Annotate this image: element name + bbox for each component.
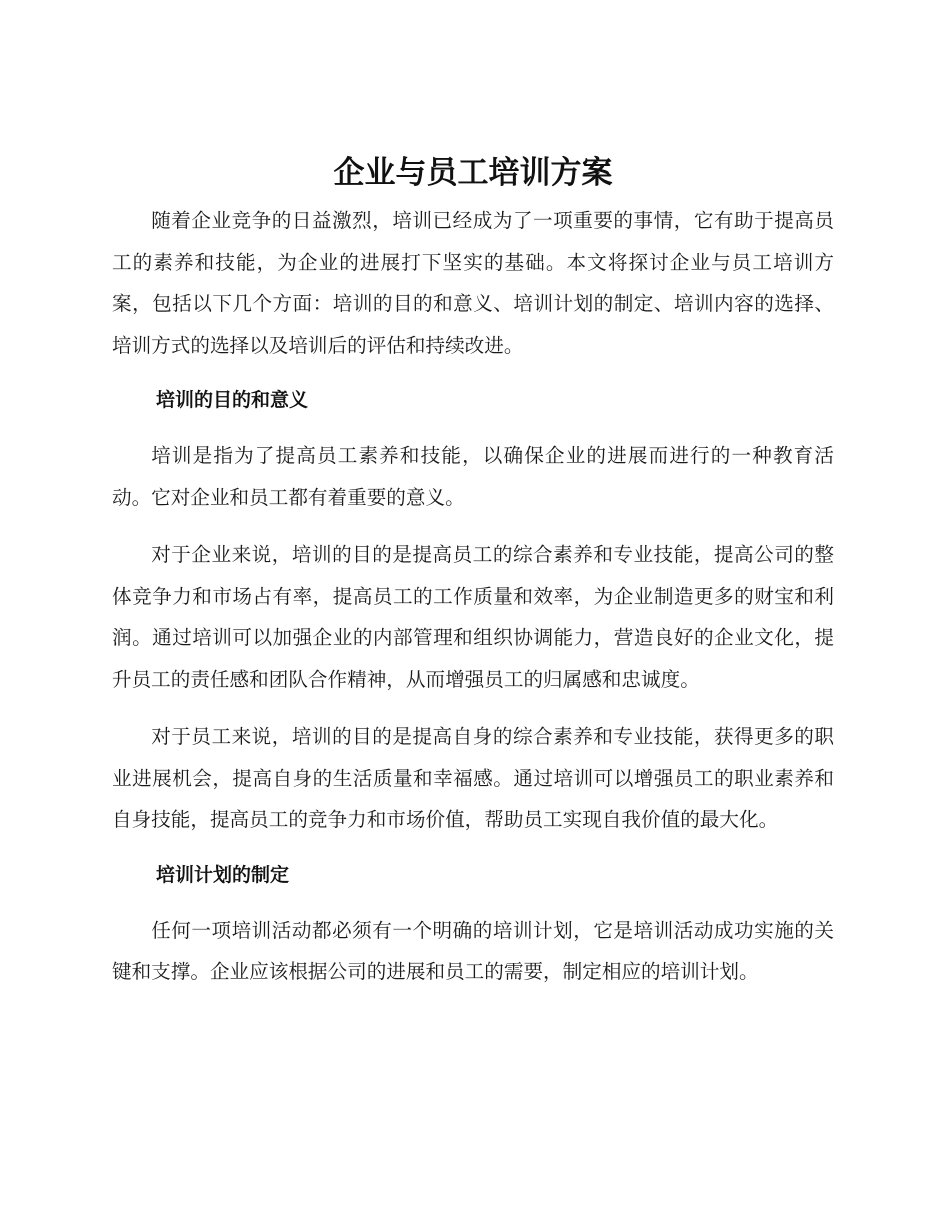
body-paragraph: 任何一项培训活动都必须有一个明确的培训计划，它是培训活动成功实施的关键和支撑。企业应该根据公司的进展和员工的需要，制定相应的培训计划。 [112,918,834,983]
body-paragraph: 对于员工来说，培训的目的是提高自身的综合素养和专业技能，获得更多的职业进展机会，提高自身的生活质量和幸福感。通过培训可以增强员工的职业素养和自身技能，提高员工的竞争力和市场价值，帮助员工实现自我价值的最大化。 [112,725,834,831]
intro-paragraph: 随着企业竞争的日益激烈，培训已经成为了一项重要的事情，它有助于提高员工的素养和技能，为企业的进展打下坚实的基础。本文将探讨企业与员工培训方案，包括以下几个方面：培训的目的和意义、培训计划的制定、培训内容的选择、培训方式的选择以及培训后的评估和持续改进。 [112,209,834,357]
section-heading-purpose: 培训的目的和意义 [156,389,309,411]
document-title: 企业与员工培训方案 [333,155,613,191]
document-page [112,150,834,1009]
body-paragraph: 对于企业来说，培训的目的是提高员工的综合素养和专业技能，提高公司的整体竞争力和市场占有率，提高员工的工作质量和效率，为企业制造更多的财宝和利润。通过培训可以加强企业的内部管理和组织协调能力，营造良好的企业文化，提升员工的责任感和团队合作精神，从而增强员工的归属感和忠诚度。 [112,543,834,691]
body-paragraph: 培训是指为了提高员工素养和技能，以确保企业的进展而进行的一种教育活动。它对企业和员工都有着重要的意义。 [112,444,834,509]
section-heading-plan: 培训计划的制定 [156,863,290,886]
